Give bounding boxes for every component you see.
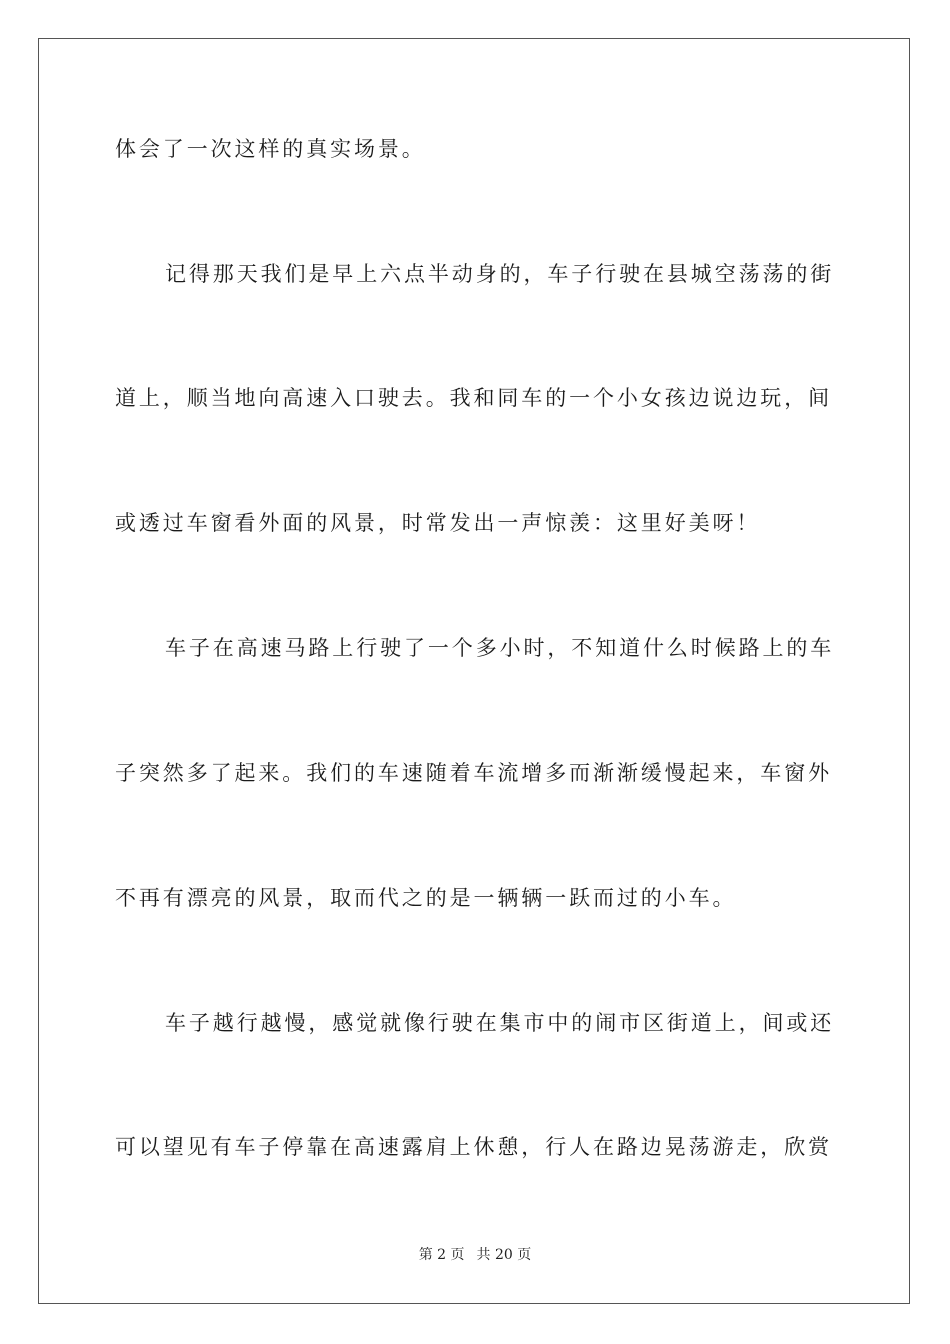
paragraph-first-line: 车子越行越慢，感觉就像行驶在集市中的闹市区街道上，间或还 (165, 1011, 835, 1035)
page-footer (0, 1246, 950, 1264)
text-line: 可以望见有车子停靠在高速露肩上休憩，行人在路边晃荡游走，欣赏 (115, 1135, 832, 1159)
text-line: 体会了一次这样的真实场景。 (115, 137, 426, 161)
paragraph-first-line: 车子在高速马路上行驶了一个多小时，不知道什么时候路上的车 (165, 636, 835, 660)
text-line: 道上，顺当地向高速入口驶去。我和同车的一个小女孩边说边玩，间 (115, 386, 832, 410)
text-line: 不再有漂亮的风景，取而代之的是一辆辆一跃而过的小车。 (115, 886, 737, 910)
text-line: 或透过车窗看外面的风景，时常发出一声惊羡：这里好美呀！ (115, 511, 761, 535)
page-total: 共 20 页 (476, 1247, 532, 1263)
paragraph-first-line: 记得那天我们是早上六点半动身的，车子行驶在县城空荡荡的街 (165, 262, 835, 286)
page-number: 第 2 页 (418, 1247, 465, 1263)
page-border (38, 38, 910, 1304)
text-line: 子突然多了起来。我们的车速随着车流增多而渐渐缓慢起来，车窗外 (115, 761, 832, 785)
